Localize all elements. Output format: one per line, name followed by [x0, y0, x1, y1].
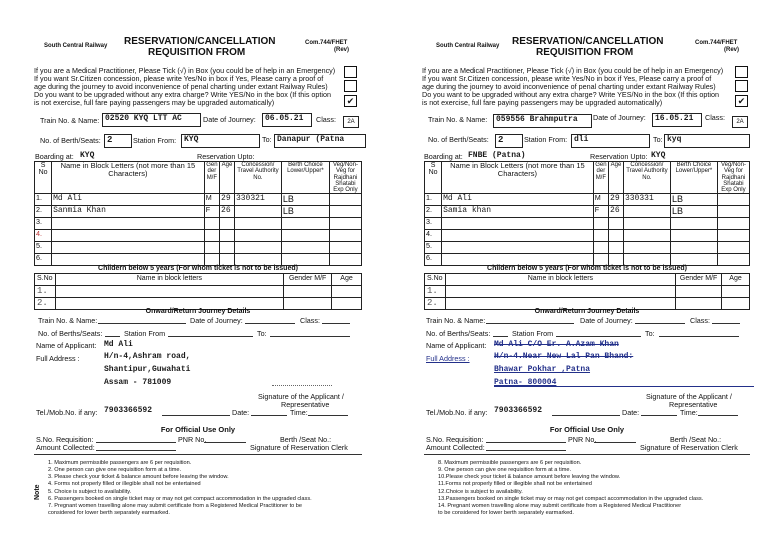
passenger-sno: 5. — [425, 242, 442, 254]
pnr-line — [594, 442, 636, 443]
return-from-label: Station From — [124, 329, 166, 338]
station-from-input[interactable]: KYQ — [181, 134, 260, 148]
note-item: 11.Forms not properly filled or illegible shall not be entertained — [438, 481, 592, 488]
passenger-berth[interactable]: LB — [281, 206, 329, 218]
official-title: For Official Use Only — [160, 425, 236, 434]
instruction-senior-1: If you want Sr.Citizen concession, please write Yes/No in box if Yes, Please carry a proof of — [422, 74, 712, 83]
address-line-1[interactable]: H/n-4,Ashram road, — [104, 352, 191, 361]
requisition-line — [486, 442, 566, 443]
passenger-name[interactable]: Md Ali — [442, 194, 594, 206]
col-veg: Veg/Non-Veg for Rajdhani Shatabi Exp Only — [717, 162, 749, 194]
return-train-label: Train No. & Name: — [426, 316, 486, 325]
doj-input[interactable]: 16.05.21 — [652, 113, 702, 127]
amount-label: Amount Collected: — [426, 443, 485, 452]
passenger-table — [424, 161, 750, 266]
return-class-line[interactable] — [712, 323, 740, 324]
note-item: 4. Forms not properly filled or illegible shall not be entertained — [48, 481, 201, 488]
passenger-row[interactable] — [35, 194, 362, 206]
passenger-sno: 3. — [35, 218, 52, 230]
return-class-line[interactable] — [322, 323, 350, 324]
note-item: considered for lower berth separately earmarked. — [48, 510, 170, 517]
note-item: 5. Choice is subject to availability. — [48, 488, 132, 495]
tel-label: Tel./Mob.No. if any: — [426, 408, 488, 417]
passenger-concession[interactable] — [234, 206, 281, 218]
address-line-2[interactable]: Shantipur,Guwahati — [104, 365, 191, 374]
time-line[interactable] — [308, 415, 348, 416]
doj-label: Date of Journey: — [203, 115, 256, 124]
form-subtitle: REQUISITION FROM — [536, 47, 634, 58]
address-line-2[interactable]: Bhawar Pokhar ,Patna — [494, 365, 591, 374]
form-rev: (Rev) — [334, 47, 350, 53]
return-berths-label: No. of Berths/Seats: — [38, 329, 103, 338]
return-berths-line — [493, 336, 508, 337]
railway-name: South Central Railway — [436, 43, 500, 49]
tel-line — [162, 415, 230, 416]
instruction-medical: If you are a Medical Practitioner, Please Tick (√) in Box (you could be of help in an Emergency) — [422, 66, 724, 75]
passenger-name[interactable]: Md Ali — [52, 194, 205, 206]
upto-value[interactable]: KYQ — [651, 151, 666, 160]
passenger-gender[interactable]: F — [593, 206, 608, 218]
pnr-label: PNR No. — [568, 435, 597, 444]
time-label: Time: — [290, 408, 308, 417]
passenger-sno: 1. — [425, 194, 442, 206]
kid-col-gender: Gender M/F — [284, 274, 332, 286]
medical-checkbox[interactable] — [344, 66, 357, 78]
return-date-line[interactable] — [245, 323, 295, 324]
kid-col-sno: S.No — [425, 274, 446, 286]
upgrade-checkbox[interactable]: ✔ — [344, 95, 357, 107]
time-label: Time: — [680, 408, 698, 417]
form-title: RESERVATION/CANCELLATION — [124, 36, 276, 47]
note-item: 2. One person can give one requisition form at a time. — [48, 467, 182, 474]
doj-label: Date of Journey: — [593, 113, 646, 122]
requisition-form-right — [384, 0, 768, 543]
return-to-label: To: — [645, 329, 655, 338]
instruction-medical: If you are a Medical Practitioner, Please Tick (√) in Box (you could be of help in an Emergency) — [34, 66, 336, 75]
class-input[interactable]: 2A — [343, 116, 359, 128]
time-line[interactable] — [698, 415, 738, 416]
address-label: Full Address : — [426, 354, 470, 363]
return-class-label: Class: — [690, 316, 710, 325]
train-input[interactable]: 02520 KYQ LTT AC — [102, 113, 201, 127]
train-input[interactable]: 059556 Brahmputra — [493, 114, 592, 128]
passenger-age[interactable]: 26 — [220, 206, 235, 218]
official-title: For Official Use Only — [549, 425, 625, 434]
col-gender: Gen der M/F — [204, 162, 219, 194]
note-item: 14. Pregnant women travelling alone may submit certificate from a Registered Medical Practitioner — [438, 502, 682, 509]
boarding-label: Boarding at: — [35, 152, 74, 161]
passenger-age[interactable]: 29 — [609, 194, 624, 206]
passenger-sno: 2. — [425, 206, 442, 218]
boarding-value[interactable]: KYQ — [80, 151, 95, 160]
return-train-label: Train No. & Name: — [38, 316, 98, 325]
berth-seat-label: Berth /Seat No.: — [280, 435, 332, 444]
amount-label: Amount Collected: — [36, 443, 95, 452]
passenger-sno: 6. — [425, 254, 442, 266]
col-veg: Veg/Non-Veg for Rajdhani Shatabi Exp Only — [329, 162, 361, 194]
passenger-veg[interactable] — [329, 194, 361, 206]
kid-col-name: Name in block letters — [445, 274, 676, 286]
return-date-line[interactable] — [635, 323, 685, 324]
passenger-row[interactable] — [425, 242, 750, 254]
col-berth-choice: Berth Choice Lower/Upper* — [281, 162, 329, 194]
to-label: To: — [262, 135, 272, 144]
notes-list — [438, 460, 703, 517]
col-sno: S No — [35, 162, 52, 194]
passenger-concession[interactable] — [623, 206, 670, 218]
passenger-concession[interactable]: 330321 — [234, 194, 281, 206]
address-label: Full Address : — [36, 354, 80, 363]
instruction-upgrade-2: is not exercise, full fare paying passengers may be upgraded automatically) — [422, 98, 663, 107]
senior-citizen-box[interactable] — [344, 80, 357, 92]
kid-col-name: Name in block letters — [55, 274, 284, 286]
date-line[interactable] — [251, 415, 287, 416]
passenger-row[interactable] — [35, 242, 362, 254]
children-table — [424, 273, 750, 310]
note-item: 10.Please check your ticket & balance amount before leaving the window. — [438, 474, 621, 481]
passenger-veg[interactable] — [329, 206, 361, 218]
children-title: Childern below 5 years (For whom ticket is not to be issued) — [98, 265, 298, 272]
return-berths-line — [105, 336, 120, 337]
boarding-value[interactable]: FNBE (Patna) — [468, 151, 526, 160]
passenger-sno: 1. — [35, 194, 52, 206]
requisition-label: S.No. Requisition: — [426, 435, 484, 444]
date-label: Date: — [232, 408, 250, 417]
passenger-sno: 2. — [35, 206, 52, 218]
note-item: 12.Choice is subject to availability. — [438, 488, 523, 495]
return-from-line[interactable] — [168, 336, 253, 337]
instruction-upgrade-1: Do you want to be upgraded without any extra charge? Write YES/No in the box (If this option — [34, 90, 331, 99]
upto-label: Reservation Upto: — [590, 152, 648, 161]
divider — [424, 454, 750, 455]
upgrade-checkbox[interactable]: ✔ — [735, 95, 748, 107]
address-underline — [494, 386, 754, 387]
address-line-3[interactable]: Assam - 781009 — [104, 378, 172, 387]
child-sno: 2. — [425, 298, 446, 310]
passenger-age[interactable]: 26 — [609, 206, 624, 218]
col-concession: Concession/ Travel Authority No. — [234, 162, 281, 194]
signature-sublabel: Representative — [669, 400, 718, 409]
passenger-sno: 5. — [35, 242, 52, 254]
note-item: 9. One person can give one requisition form at a time. — [438, 467, 572, 474]
requisition-line — [96, 442, 176, 443]
instruction-senior-2: age during the journey to avoid inconvenience of penal charting under extant Railway Rules) — [422, 82, 716, 91]
pnr-line — [204, 442, 246, 443]
col-name: Name in Block Letters (not more than 15 Characters) — [52, 162, 205, 194]
passenger-name[interactable]: Sanmia Khan — [52, 206, 205, 218]
child-row[interactable] — [425, 286, 750, 298]
to-input[interactable]: Danapur (Patna — [274, 134, 366, 148]
onward-title: Onward/Return Journey Details — [145, 308, 251, 315]
train-label: Train No. & Name: — [428, 115, 488, 124]
station-from-input[interactable]: dli — [571, 134, 650, 148]
passenger-sno: 4. — [35, 230, 52, 242]
form-subtitle: REQUISITION FROM — [148, 47, 246, 58]
kid-col-gender: Gender M/F — [676, 274, 722, 286]
passenger-berth[interactable]: LB — [670, 206, 717, 218]
upto-label: Reservation Upto: — [197, 152, 255, 161]
return-date-label: Date of Journey: — [580, 316, 633, 325]
passenger-sno: 3. — [425, 218, 442, 230]
passenger-row[interactable] — [35, 218, 362, 230]
berths-input[interactable]: 2 — [104, 134, 132, 148]
passenger-gender[interactable]: F — [204, 206, 219, 218]
return-date-label: Date of Journey: — [190, 316, 243, 325]
form-code: Com.744/FHET — [695, 40, 738, 46]
passenger-age[interactable]: 29 — [220, 194, 235, 206]
col-gender: Gen der M/F — [593, 162, 608, 194]
kid-col-sno: S.No — [35, 274, 56, 286]
return-class-label: Class: — [300, 316, 320, 325]
instruction-upgrade-1: Do you want to be upgraded without any extra charge? Write YES/No in the box (If this option — [422, 90, 719, 99]
pnr-label: PNR No. — [178, 435, 207, 444]
col-name: Name in Block Letters (not more than 15 Characters) — [442, 162, 594, 194]
note-item: 13.Passengers booked on single ticket may or may not get compact accommodation in the upgraded class. — [438, 495, 704, 502]
kid-col-age: Age — [722, 274, 750, 286]
railway-name: South Central Railway — [44, 43, 108, 49]
return-to-label: To: — [257, 329, 267, 338]
applicant-value[interactable]: Md Ali — [104, 340, 133, 349]
form-rev: (Rev) — [724, 47, 740, 53]
passenger-row[interactable] — [425, 206, 750, 218]
senior-citizen-box[interactable] — [735, 80, 748, 92]
children-title: Childern below 5 years (For whom ticket is not to be issued) — [487, 265, 687, 272]
return-from-line[interactable] — [556, 336, 641, 337]
child-sno: 1. — [35, 286, 56, 298]
note-item: to be considered for lower berth separately earmarked. — [438, 510, 574, 517]
note-label: Note — [34, 484, 41, 500]
boarding-label: Boarding at: — [424, 152, 463, 161]
return-berths-label: No. of Berths/Seats: — [426, 329, 491, 338]
instruction-senior-2: age during the journey to avoid inconvenience of penal charting under extant Railway Rules) — [34, 82, 328, 91]
applicant-value[interactable]: Md Ali C/O Er. A.Azam Khan — [494, 340, 619, 349]
applicant-label: Name of Applicant: — [426, 341, 487, 350]
station-from-label: Station From: — [524, 135, 568, 144]
berths-label: No. of Berth/Seats: — [40, 136, 101, 145]
passenger-row[interactable] — [425, 230, 750, 242]
applicant-label: Name of Applicant: — [36, 341, 97, 350]
note-item: 3. Please check your ticket & balance amount before leaving the window. — [48, 474, 229, 481]
passenger-name[interactable]: Samia khan — [442, 206, 594, 218]
station-from-label: Station From: — [133, 136, 177, 145]
note-item: 7. Pregnant women travelling alone may submit certificate from a Registered Medical Practitioner to be — [48, 502, 303, 509]
address-line-1[interactable]: H/n-4.Near New Lal Pan Bhand: — [494, 352, 634, 361]
amount-line — [486, 450, 566, 451]
address-extra-line — [272, 385, 332, 386]
passenger-row[interactable] — [35, 230, 362, 242]
return-to-line[interactable] — [270, 336, 350, 337]
passenger-row[interactable] — [425, 194, 750, 206]
col-concession: Concession/ Travel Authority No. — [623, 162, 670, 194]
return-from-label: Station From — [512, 329, 554, 338]
child-sno: 1. — [425, 286, 446, 298]
passenger-table — [34, 161, 362, 266]
instruction-upgrade-2: is not exercise, full fare paying passengers may be upgraded automatically) — [34, 98, 275, 107]
to-label: To: — [653, 135, 663, 144]
col-sno: S No — [425, 162, 442, 194]
class-label: Class: — [316, 115, 336, 124]
col-berth-choice: Berth Choice Lower/Upper* — [670, 162, 717, 194]
passenger-row[interactable] — [35, 206, 362, 218]
note-item: 8. Maximum permissible passengers are 6 per requisition. — [438, 460, 582, 466]
passenger-veg[interactable] — [717, 206, 749, 218]
return-train-line[interactable] — [486, 323, 574, 324]
child-row[interactable] — [35, 286, 362, 298]
passenger-sno: 6. — [35, 254, 52, 266]
passenger-berth[interactable]: LB — [670, 194, 717, 206]
passenger-row[interactable] — [425, 218, 750, 230]
doj-input[interactable]: 06.05.21 — [262, 113, 312, 127]
tel-value[interactable]: 7903366592 — [104, 406, 153, 415]
children-table — [34, 273, 362, 310]
note-item: 6. Passengers booked on single ticket may or may not get compact accommodation in the upgraded class. — [48, 495, 312, 502]
medical-checkbox[interactable] — [735, 66, 748, 78]
tel-label: Tel./Mob.No. if any: — [36, 408, 98, 417]
berths-label: No. of Berth/Seats: — [428, 135, 489, 144]
berths-input[interactable]: 2 — [495, 134, 523, 148]
berth-seat-label: Berth /Seat No.: — [670, 435, 722, 444]
passenger-sno: 4. — [425, 230, 442, 242]
return-to-line[interactable] — [659, 336, 739, 337]
kid-col-age: Age — [332, 274, 362, 286]
date-line[interactable] — [641, 415, 677, 416]
tel-value[interactable]: 7903366592 — [494, 406, 543, 415]
passenger-veg[interactable] — [717, 194, 749, 206]
signature-label: Signature of the Applicant / — [646, 392, 732, 401]
instruction-senior-1: If you want Sr.Citizen concession, please write Yes/No in box if Yes, Please carry a proof of — [34, 74, 324, 83]
tel-line — [552, 415, 620, 416]
requisition-label: S.No. Requisition: — [36, 435, 94, 444]
passenger-gender[interactable]: M — [204, 194, 219, 206]
address-line-3[interactable]: Patna- 800004 — [494, 378, 557, 387]
signature-sublabel: Representative — [281, 400, 330, 409]
notes-list — [48, 460, 312, 517]
train-label: Train No. & Name: — [40, 116, 100, 125]
child-sno: 2. — [35, 298, 56, 310]
amount-line — [96, 450, 176, 451]
signature-label: Signature of the Applicant / — [258, 392, 344, 401]
passenger-concession[interactable]: 330331 — [623, 194, 670, 206]
divider — [34, 454, 362, 455]
clerk-signature-label: Signature of Reservation Clerk — [640, 443, 738, 452]
passenger-berth[interactable]: LB — [281, 194, 329, 206]
clerk-signature-label: Signature of Reservation Clerk — [250, 443, 348, 452]
form-title: RESERVATION/CANCELLATION — [512, 36, 664, 47]
class-input[interactable]: 2A — [732, 116, 748, 128]
return-train-line[interactable] — [98, 323, 186, 324]
onward-title: Onward/Return Journey Details — [534, 308, 640, 315]
col-age: Age — [609, 162, 624, 194]
form-code: Com.744/FHET — [305, 40, 348, 46]
note-item: 1. Maximum permissible passengers are 6 per requisition. — [48, 460, 192, 466]
passenger-gender[interactable]: M — [593, 194, 608, 206]
col-age: Age — [220, 162, 235, 194]
class-label: Class: — [705, 113, 725, 122]
date-label: Date: — [622, 408, 640, 417]
to-input[interactable]: kyq — [664, 134, 750, 148]
